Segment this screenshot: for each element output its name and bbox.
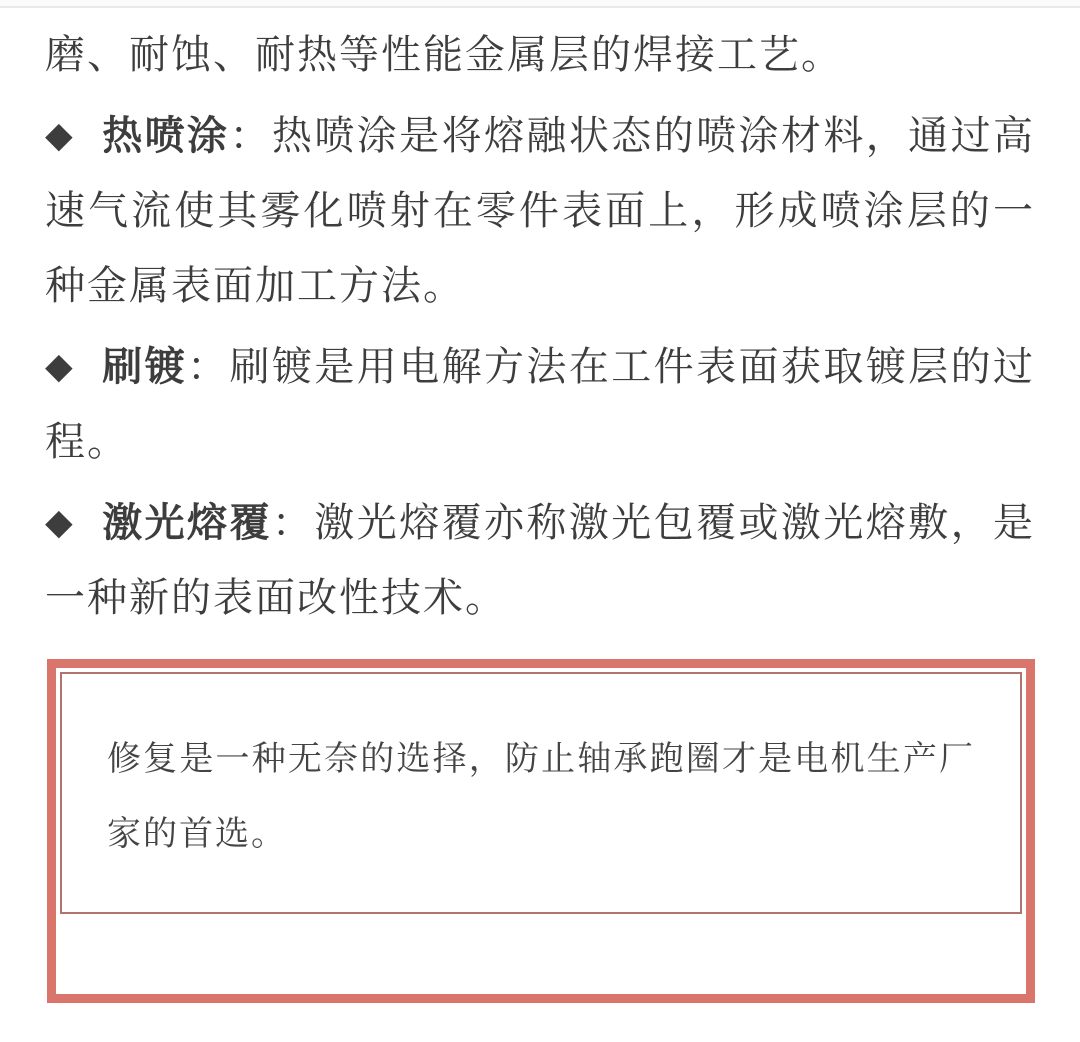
- term-thermal-spray: 热喷涂: [102, 114, 230, 158]
- paragraph-welding-tail-text: 磨、耐蚀、耐热等性能金属层的焊接工艺。: [45, 33, 843, 77]
- diamond-bullet-icon: ◆: [45, 114, 75, 155]
- diamond-bullet-icon: ◆: [45, 501, 75, 542]
- paragraph-brush-plating: [45, 330, 1035, 480]
- article-body: [0, 8, 1080, 1003]
- highlight-box-inner-frame: [60, 672, 1022, 914]
- paragraph-thermal-spray: [45, 99, 1035, 324]
- paragraph-welding-tail: [45, 18, 1035, 93]
- term-laser-cladding: 激光熔覆: [102, 501, 272, 545]
- highlight-box-text: 修复是一种无奈的选择，防止轴承跑圈才是电机生产厂家的首选。: [107, 740, 975, 853]
- definition-thermal-spray: 热喷涂是将熔融状态的喷涂材料，通过高速气流使其雾化喷射在零件表面上，形成喷涂层的一种金属表面加工方法。: [45, 114, 1036, 308]
- definition-laser-cladding: 激光熔覆亦称激光包覆或激光熔敷，是一种新的表面改性技术。: [45, 501, 1035, 620]
- top-divider: [0, 0, 1080, 8]
- term-colon: ：: [229, 114, 272, 158]
- diamond-bullet-icon: ◆: [45, 345, 75, 386]
- term-brush-plating: 刷镀: [102, 345, 188, 389]
- highlight-box: [47, 659, 1035, 1003]
- definition-brush-plating: 刷镀是用电解方法在工件表面获取镀层的过程。: [45, 345, 1036, 464]
- term-colon: ：: [271, 501, 315, 545]
- term-colon: ：: [187, 345, 230, 389]
- paragraph-laser-cladding: [45, 486, 1035, 636]
